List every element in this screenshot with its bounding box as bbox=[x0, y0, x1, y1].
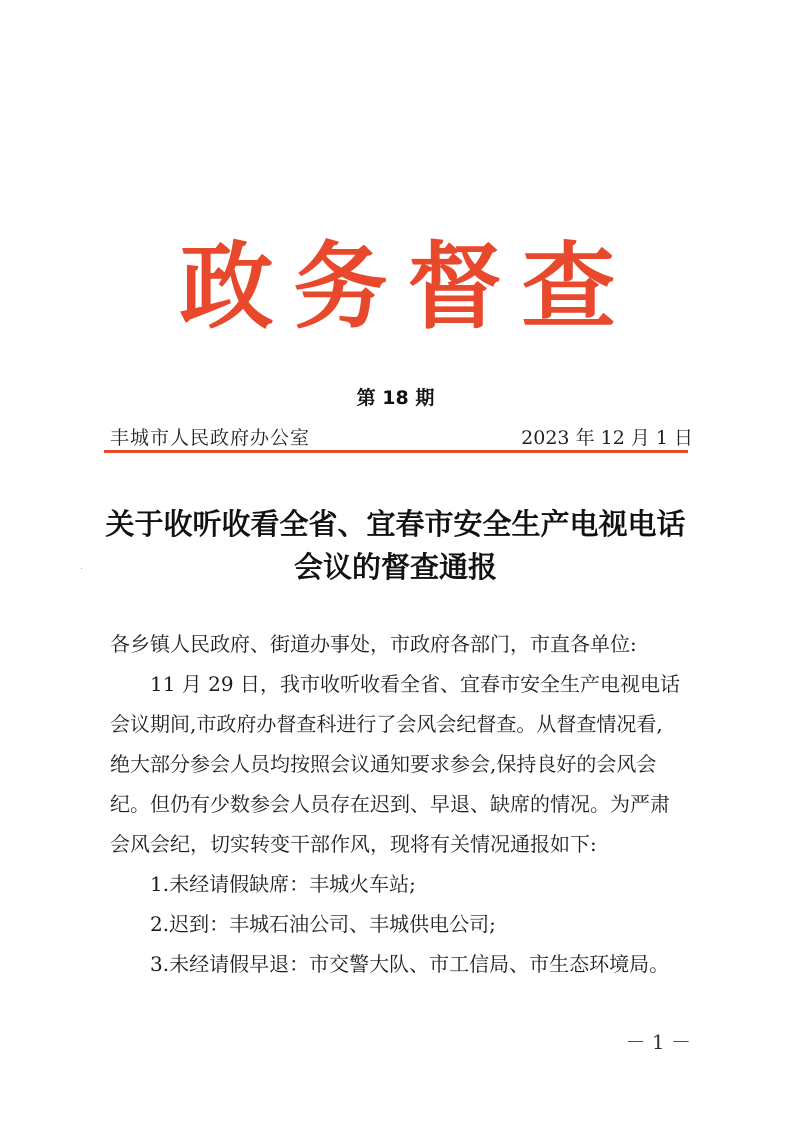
issue-number: 第 18 期 bbox=[356, 387, 435, 409]
page-number: － 1 － bbox=[625, 1030, 691, 1054]
paragraph-line: 纪。但仍有少数参会人员存在迟到、早退、缺席的情况。为严肃 bbox=[110, 792, 670, 816]
salutation: 各乡镇人民政府、街道办事处，市政府各部门，市直各单位: bbox=[110, 632, 637, 656]
document-title-line-1: 关于收听收看全省、宜春市安全生产电视电话 bbox=[105, 507, 686, 541]
list-item: 1.未经请假缺席：丰城火车站; bbox=[150, 872, 416, 896]
red-divider-line bbox=[104, 450, 688, 453]
document-title bbox=[60, 503, 731, 589]
paragraph-line: 绝大部分参会人员均按照会议通知要求参会,保持良好的会风会 bbox=[110, 752, 657, 776]
paragraph-line: 会议期间,市政府办督查科进行了会风会纪督查。从督查情况看, bbox=[110, 712, 663, 736]
document-title-line-2: 会议的督查通报 bbox=[293, 550, 497, 584]
masthead-title: 政务督查 bbox=[179, 233, 636, 342]
issuing-office: 丰城市人民政府办公室 bbox=[110, 427, 311, 449]
document-body bbox=[110, 624, 690, 984]
paragraph-line: 会风会纪，切实转变干部作风，现将有关情况通报如下: bbox=[110, 832, 597, 856]
list-item: 2.迟到：丰城石油公司、丰城供电公司; bbox=[150, 912, 496, 936]
paragraph-line: 11 月 29 日，我市收听收看全省、宜春市安全生产电视电话 bbox=[150, 672, 680, 696]
list-item: 3.未经请假早退：市交警大队、市工信局、市生态环境局。 bbox=[150, 952, 670, 976]
scan-speck: · bbox=[80, 564, 84, 575]
issue-date: 2023 年 12 月 1 日 bbox=[521, 427, 693, 449]
